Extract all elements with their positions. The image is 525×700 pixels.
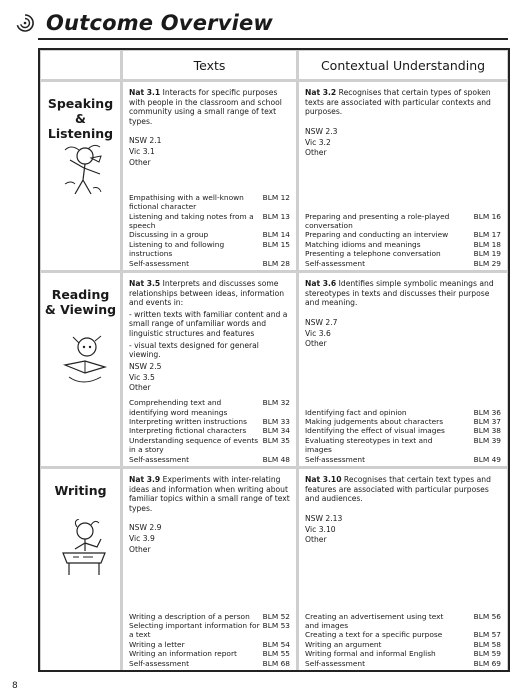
list-item: - written texts with familiar content and a small range of unfamiliar words and linguistic structures and features	[129, 309, 288, 338]
context-cell-speaking-listening	[299, 82, 507, 270]
blm-list	[129, 398, 290, 464]
blm-list	[305, 212, 501, 268]
list-item: Presenting a telephone conversation BLM 19	[305, 249, 501, 259]
list-item: Self-assessment BLM 49	[305, 454, 501, 464]
list-item: Writing an argument BLM 58	[305, 639, 501, 649]
list-item: Self-assessment BLM 29	[305, 258, 501, 268]
list-item: Writing a letter BLM 54	[129, 639, 290, 649]
list-item: Identifying the effect of visual images BLM 38	[305, 426, 501, 436]
list-item: Preparing and presenting a role-played conversation BLM 16	[305, 211, 501, 230]
list-item: Writing a description of a person BLM 52	[129, 611, 290, 621]
texts-cell-writing	[123, 469, 296, 670]
standards-list: NSW 2.13 Vic 3.10 Other	[305, 513, 343, 545]
row-label-cell-reading-viewing	[41, 273, 120, 466]
list-item: Listening to and following instructions BLM 15	[129, 239, 290, 259]
standards-list: NSW 2.9 Vic 3.9 Other	[129, 523, 162, 554]
list-item: Writing formal and informal English BLM 59	[305, 649, 501, 659]
page-number: 8	[12, 681, 18, 691]
page-header	[14, 6, 273, 40]
blm-list	[129, 612, 290, 668]
outcome-statement: Nat 3.6 Identifies simple symbolic meanings and stereotypes in texts and discusses their purpose and meaning.	[305, 279, 494, 308]
list-item: Self-assessment BLM 48	[129, 454, 290, 464]
list-item: Interpreting fictional characters BLM 34	[129, 426, 290, 436]
list-item: Preparing and conducting an interview BLM 17	[305, 230, 501, 240]
row-label-cell-speaking-listening	[41, 82, 120, 270]
list-item: Creating a text for a specific purpose BLM 57	[305, 630, 501, 640]
list-item: Interpreting written instructions BLM 33	[129, 416, 290, 426]
row-label: Reading & Viewing	[44, 287, 117, 317]
swirl-icon	[14, 12, 36, 34]
list-item: Discussing in a group BLM 14	[129, 230, 290, 240]
list-item: Creating an advertisement using text and images BLM 56	[305, 611, 501, 630]
blm-list	[305, 612, 501, 668]
texts-cell-speaking-listening	[123, 82, 296, 270]
outcome-statement: Nat 3.10 Recognises that certain text types and features are associated with particular purposes and audiences.	[305, 475, 491, 504]
list-item: Self-assessment BLM 28	[129, 258, 290, 268]
list-item: Empathising with a well-known fictional character BLM 12	[129, 192, 290, 212]
corner-cell	[41, 51, 120, 79]
outcome-table	[38, 48, 510, 672]
list-item: Understanding sequence of events in a story BLM 35	[129, 435, 290, 455]
texts-cell-reading-viewing	[123, 273, 296, 466]
row-label: Writing	[54, 483, 107, 498]
reading-figure-illustration	[55, 331, 113, 391]
outcome-statement: Nat 3.1 Interacts for specific purposes with people in the classroom and school community using a small range of text types.	[129, 88, 282, 126]
writing-figure-illustration	[55, 519, 113, 579]
blm-list	[129, 193, 290, 268]
standards-list: NSW 2.3 Vic 3.2 Other	[305, 126, 338, 158]
list-item: - visual texts designed for general viewing.	[129, 340, 259, 360]
outcome-statement: Nat 3.2 Recognises that certain types of spoken texts are associated with particular contexts and purposes.	[305, 88, 491, 117]
column-header-contextual-understanding: Contextual Understanding	[299, 51, 507, 79]
column-header-texts: Texts	[123, 51, 296, 79]
list-item: Matching idioms and meanings BLM 18	[305, 239, 501, 249]
title-rule	[38, 38, 508, 40]
blm-list	[305, 408, 501, 464]
row-label: Speaking & Listening	[47, 96, 114, 141]
standards-list: NSW 2.7 Vic 3.6 Other	[305, 317, 338, 349]
list-item: Self-assessment BLM 68	[129, 658, 290, 668]
standards-list: NSW 2.5 Vic 3.5 Other	[129, 361, 162, 393]
page-title: Outcome Overview	[46, 11, 274, 35]
shouting-figure-illustration	[55, 144, 113, 204]
outcome-statement: Nat 3.5 Interprets and discusses some relationships between ideas, information and events in:	[129, 279, 285, 308]
row-label-cell-writing	[41, 469, 120, 670]
standards-list: NSW 2.1 Vic 3.1 Other	[129, 136, 162, 167]
list-item: Comprehending text and identifying word meanings BLM 32	[129, 398, 290, 417]
outcome-statement: Nat 3.9 Experiments with inter-relating ideas and information when writing about familiar topics within a small range of text types.	[129, 475, 290, 513]
context-cell-writing	[299, 469, 507, 670]
list-item: Evaluating stereotypes in text and images BLM 39	[305, 435, 501, 455]
list-item: Self-assessment BLM 69	[305, 658, 501, 668]
list-item: Writing an information report BLM 55	[129, 649, 290, 659]
context-cell-reading-viewing	[299, 273, 507, 466]
list-item: Making judgements about characters BLM 37	[305, 416, 501, 426]
list-item: Listening and taking notes from a speech BLM 13	[129, 211, 290, 230]
list-item: Identifying fact and opinion BLM 36	[305, 407, 501, 417]
list-item: Selecting important information for a text BLM 53	[129, 620, 290, 640]
